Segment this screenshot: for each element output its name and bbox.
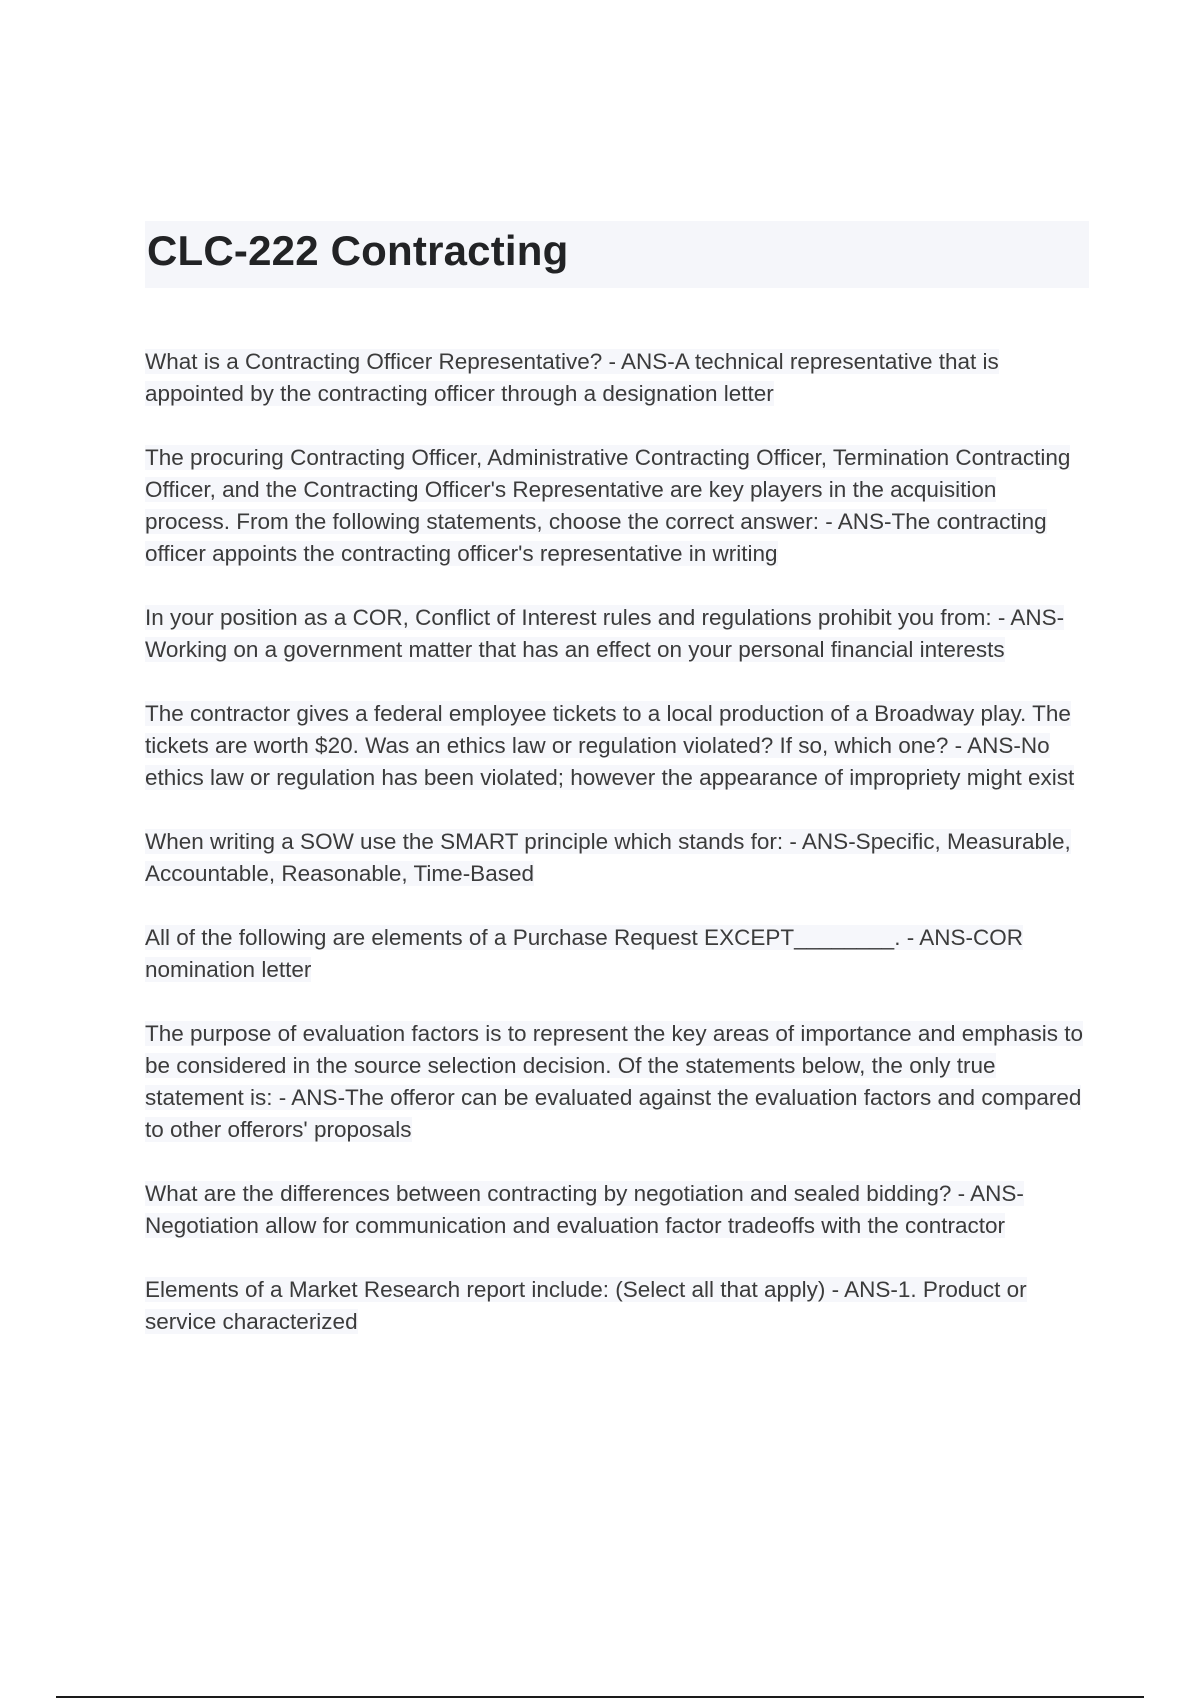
qa-item-text: The procuring Contracting Officer, Administrative Contracting Officer, Termination Contracting Officer, and the Contracting Officer's Representative are key players in the acquisition process. From the following statements, choose the correct answer: - ANS-The contracting officer appoints the contracting officer's representative in writing xyxy=(145,445,1071,566)
title-block xyxy=(145,221,1089,288)
qa-item-text: The purpose of evaluation factors is to represent the key areas of importance and emphasis to be considered in the source selection decision. Of the statements below, the only true statement is: - ANS-The offeror can be evaluated against the evaluation factors and compared to other offerors' proposals xyxy=(145,1021,1084,1142)
qa-item-9 xyxy=(145,1274,1085,1338)
qa-item-text: What is a Contracting Officer Representative? - ANS-A technical representative that is appointed by the contracting officer through a designation letter xyxy=(145,349,999,406)
page-title: CLC-222 Contracting xyxy=(147,227,569,274)
qa-item-text: All of the following are elements of a Purchase Request EXCEPT________. - ANS-COR nomination letter xyxy=(145,925,1023,982)
qa-item-text: When writing a SOW use the SMART principle which stands for: - ANS-Specific, Measurable, Accountable, Reasonable, Time-Based xyxy=(145,829,1071,886)
qa-item-text: What are the differences between contracting by negotiation and sealed bidding? - ANS-Negotiation allow for communication and evaluation factor tradeoffs with the contractor xyxy=(145,1181,1024,1238)
qa-item-1 xyxy=(145,346,1085,410)
qa-item-4 xyxy=(145,698,1085,794)
qa-item-text: The contractor gives a federal employee tickets to a local production of a Broadway play. The tickets are worth $20. Was an ethics law or regulation violated? If so, which one? - ANS-No ethics law or regulation has been violated; however the appearance of impropriety might exist xyxy=(145,701,1075,790)
qa-item-text: Elements of a Market Research report include: (Select all that apply) - ANS-1. Product or service characterized xyxy=(145,1277,1027,1334)
qa-item-5 xyxy=(145,826,1085,890)
qa-item-text: In your position as a COR, Conflict of Interest rules and regulations prohibit you from: - ANS-Working on a government matter that has an effect on your personal financial interests xyxy=(145,605,1065,662)
qa-item-2 xyxy=(145,442,1085,570)
qa-list xyxy=(145,346,1085,1370)
footer-divider xyxy=(56,1696,1144,1698)
qa-item-8 xyxy=(145,1178,1085,1242)
qa-item-6 xyxy=(145,922,1085,986)
qa-item-3 xyxy=(145,602,1085,666)
qa-item-7 xyxy=(145,1018,1085,1146)
